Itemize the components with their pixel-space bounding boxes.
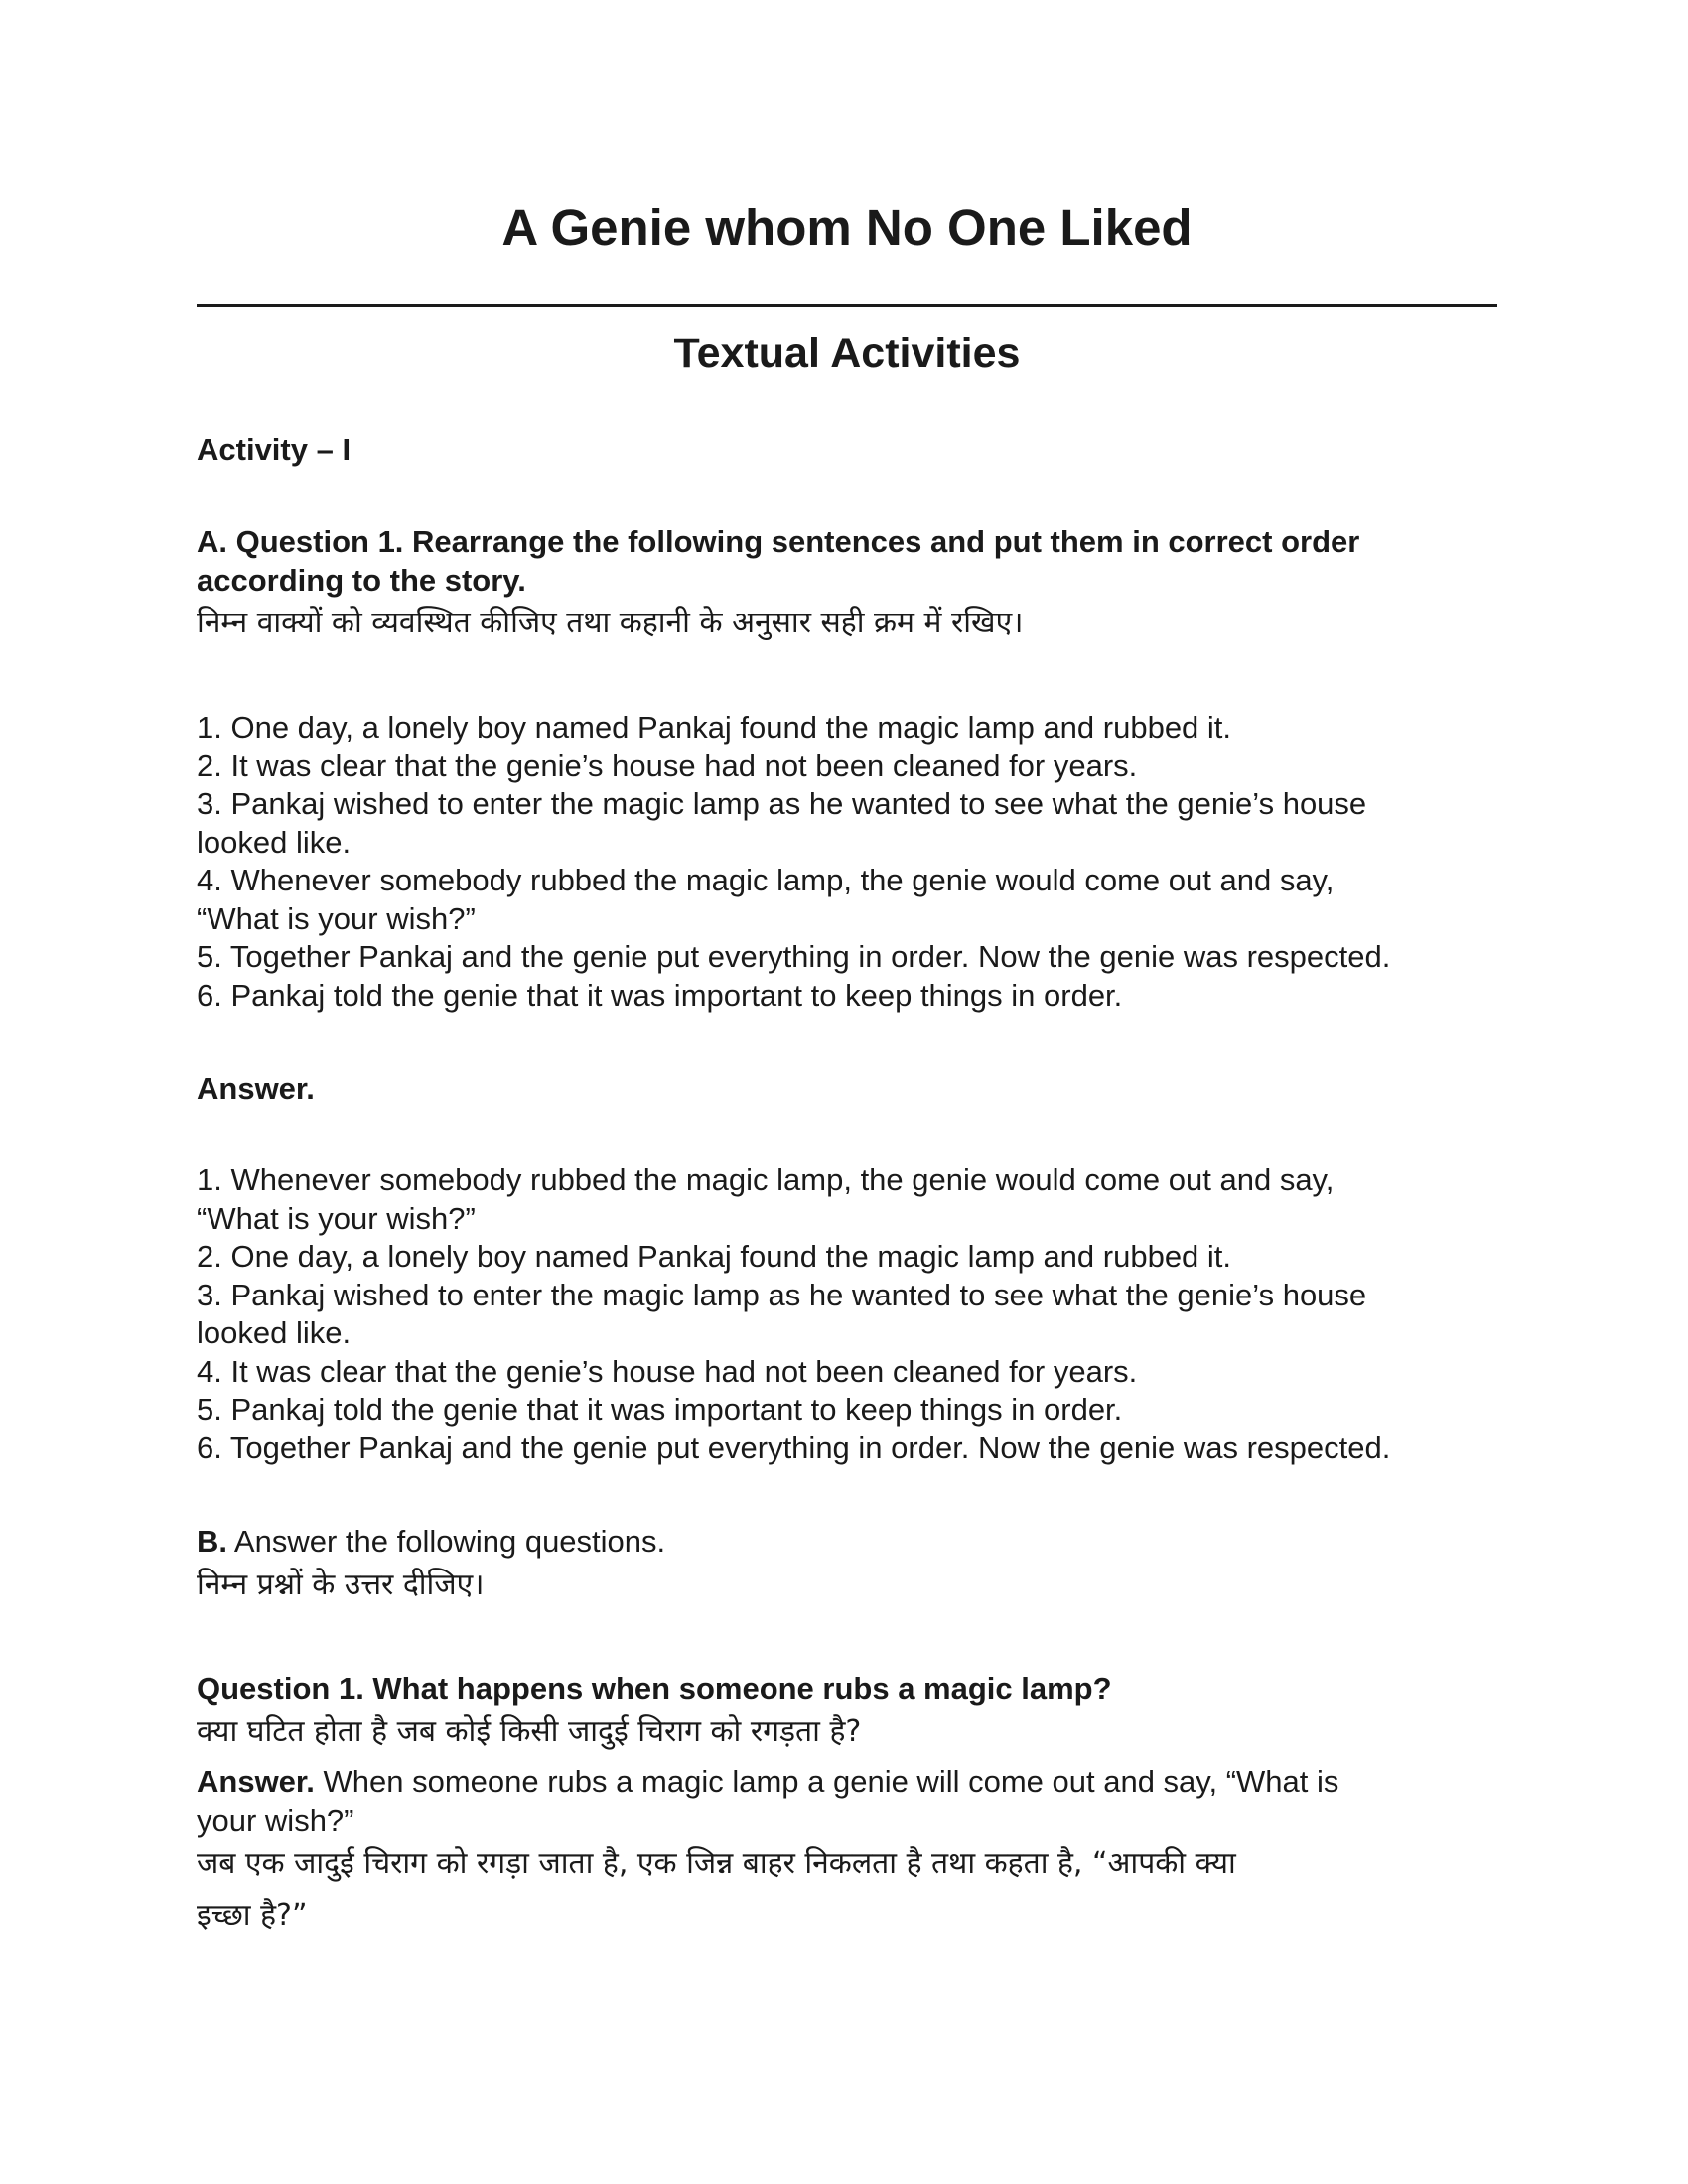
section-b-text: Answer the following questions. — [227, 1524, 666, 1559]
sentence-list — [197, 709, 1507, 1015]
activity-label: Activity – I — [197, 432, 352, 467]
question-1-answer-hindi — [197, 1839, 1507, 1942]
list-item: “What is your wish?” — [197, 1200, 476, 1236]
title-divider — [197, 304, 1497, 307]
answer-hindi-line-1: जब एक जादुई चिराग को रगड़ा जाता है, एक जिन्न बाहर निकलता है तथा कहता है, “आपकी क्या — [197, 1846, 1236, 1881]
section-subtitle: Textual Activities — [673, 330, 1021, 377]
list-item: looked like. — [197, 824, 352, 860]
list-item: 4. It was clear that the genie’s house had not been cleaned for years. — [197, 1353, 1138, 1389]
answer-hindi-line-2: इच्छा है?” — [197, 1898, 308, 1933]
list-item: 2. It was clear that the genie’s house had not been cleaned for years. — [197, 748, 1138, 783]
answer-label: Answer. — [197, 1764, 315, 1799]
list-item: 6. Pankaj told the genie that it was important to keep things in order. — [197, 977, 1123, 1013]
list-item: 1. Whenever somebody rubbed the magic lamp, the genie would come out and say, — [197, 1162, 1335, 1197]
question-a-heading — [197, 523, 1507, 600]
answer-label: Answer. — [197, 1071, 315, 1106]
question-a-line-1: A. Question 1. Rearrange the following sentences and put them in correct order — [197, 524, 1360, 559]
question-a-hindi: निम्न वाक्यों को व्यवस्थित कीजिए तथा कहानी के अनुसार सही क्रम में रखिए। — [197, 606, 1024, 640]
question-1-hindi: क्या घटित होता है जब कोई किसी जादुई चिराग को रगड़ता है? — [197, 1714, 862, 1749]
list-item: 3. Pankaj wished to enter the magic lamp as he wanted to see what the genie’s house — [197, 786, 1367, 821]
list-item: 2. One day, a lonely boy named Pankaj found the magic lamp and rubbed it. — [197, 1239, 1232, 1274]
question-1-heading: Question 1. What happens when someone rubs a magic lamp? — [197, 1671, 1112, 1706]
section-b-hindi: निम्न प्रश्नों के उत्तर दीजिए। — [197, 1568, 485, 1602]
answer-list — [197, 1161, 1507, 1467]
question-1-answer — [197, 1763, 1507, 1840]
section-b-label: B. — [197, 1524, 227, 1559]
answer-text-line-1: When someone rubs a magic lamp a genie will come out and say, “What is — [314, 1764, 1339, 1799]
list-item: 6. Together Pankaj and the genie put everything in order. Now the genie was respected. — [197, 1430, 1391, 1465]
section-b-instruction — [197, 1523, 1507, 1562]
list-item: 5. Together Pankaj and the genie put everything in order. Now the genie was respected. — [197, 939, 1391, 974]
list-item: 1. One day, a lonely boy named Pankaj found the magic lamp and rubbed it. — [197, 710, 1232, 745]
list-item: 3. Pankaj wished to enter the magic lamp as he wanted to see what the genie’s house — [197, 1277, 1367, 1312]
page-title: A Genie whom No One Liked — [501, 200, 1193, 256]
list-item: looked like. — [197, 1315, 352, 1350]
list-item: 5. Pankaj told the genie that it was important to keep things in order. — [197, 1392, 1123, 1427]
question-a-line-2: according to the story. — [197, 562, 526, 598]
answer-text-line-2: your wish?” — [197, 1802, 354, 1838]
list-item: 4. Whenever somebody rubbed the magic lamp, the genie would come out and say, — [197, 863, 1335, 897]
list-item: “What is your wish?” — [197, 900, 476, 936]
